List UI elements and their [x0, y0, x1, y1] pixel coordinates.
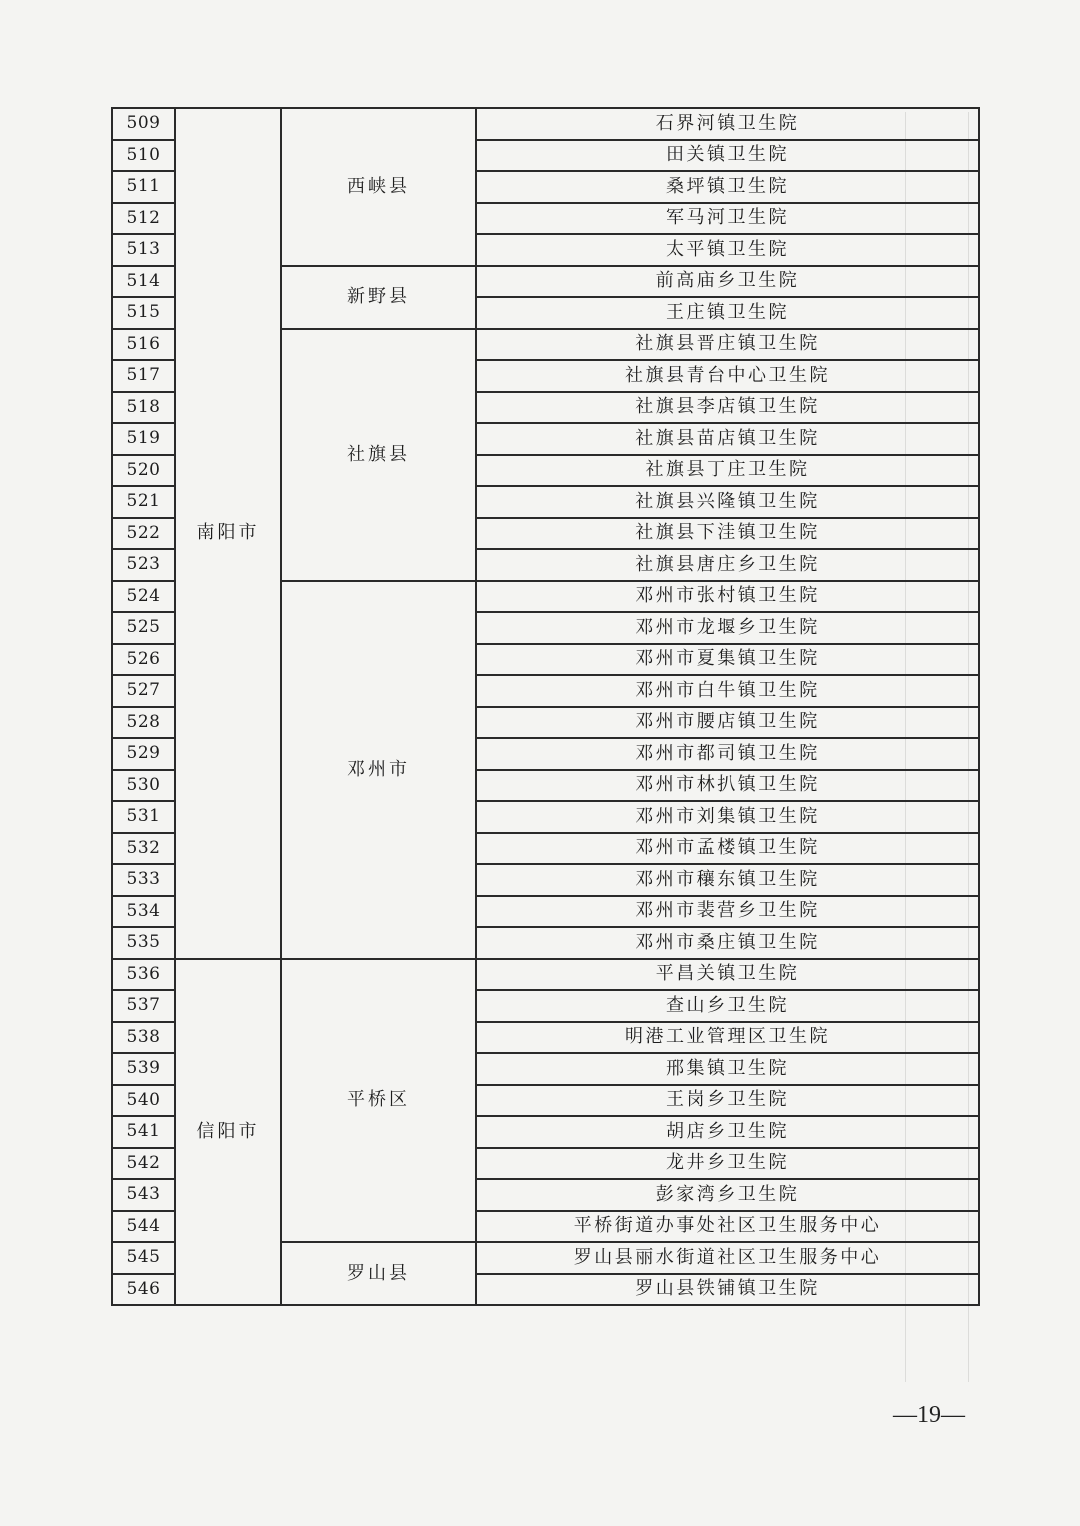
- row-number: 520: [112, 455, 175, 487]
- institution-table-body: [112, 108, 979, 1305]
- row-number: 536: [112, 959, 175, 991]
- institution-name: 社旗县青台中心卫生院: [476, 360, 979, 392]
- row-number: 524: [112, 581, 175, 613]
- row-number: 517: [112, 360, 175, 392]
- row-number: 530: [112, 770, 175, 802]
- institution-name: 胡店乡卫生院: [476, 1116, 979, 1148]
- institution-name: 桑坪镇卫生院: [476, 171, 979, 203]
- institution-table: [111, 107, 980, 1306]
- row-number: 543: [112, 1179, 175, 1211]
- institution-name: 王岗乡卫生院: [476, 1085, 979, 1117]
- county-cell: 西峡县: [281, 108, 476, 266]
- row-number: 529: [112, 738, 175, 770]
- institution-name: 石界河镇卫生院: [476, 108, 979, 140]
- row-number: 527: [112, 675, 175, 707]
- row-number: 521: [112, 486, 175, 518]
- row-number: 523: [112, 549, 175, 581]
- county-cell: 平桥区: [281, 959, 476, 1243]
- row-number: 516: [112, 329, 175, 361]
- city-cell: 南阳市: [175, 108, 281, 959]
- row-number: 540: [112, 1085, 175, 1117]
- row-number: 526: [112, 644, 175, 676]
- institution-name: 邓州市都司镇卫生院: [476, 738, 979, 770]
- table-row: [112, 108, 979, 140]
- page-number: —19—: [893, 1402, 965, 1428]
- row-number: 512: [112, 203, 175, 235]
- institution-name: 社旗县李店镇卫生院: [476, 392, 979, 424]
- institution-name: 邓州市白牛镇卫生院: [476, 675, 979, 707]
- institution-name: 社旗县丁庄卫生院: [476, 455, 979, 487]
- row-number: 514: [112, 266, 175, 298]
- row-number: 539: [112, 1053, 175, 1085]
- row-number: 511: [112, 171, 175, 203]
- institution-name: 太平镇卫生院: [476, 234, 979, 266]
- row-number: 528: [112, 707, 175, 739]
- institution-name: 邢集镇卫生院: [476, 1053, 979, 1085]
- institution-name: 平昌关镇卫生院: [476, 959, 979, 991]
- row-number: 518: [112, 392, 175, 424]
- institution-name: 邓州市刘集镇卫生院: [476, 801, 979, 833]
- institution-name: 罗山县丽水街道社区卫生服务中心: [476, 1242, 979, 1274]
- county-cell: 新野县: [281, 266, 476, 329]
- institution-name: 邓州市桑庄镇卫生院: [476, 927, 979, 959]
- county-cell: 罗山县: [281, 1242, 476, 1305]
- institution-name: 邓州市龙堰乡卫生院: [476, 612, 979, 644]
- institution-name: 邓州市孟楼镇卫生院: [476, 833, 979, 865]
- institution-name: 前高庙乡卫生院: [476, 266, 979, 298]
- row-number: 513: [112, 234, 175, 266]
- county-cell: 社旗县: [281, 329, 476, 581]
- row-number: 533: [112, 864, 175, 896]
- institution-name: 社旗县晋庄镇卫生院: [476, 329, 979, 361]
- row-number: 525: [112, 612, 175, 644]
- institution-name: 彭家湾乡卫生院: [476, 1179, 979, 1211]
- institution-name: 邓州市裴营乡卫生院: [476, 896, 979, 928]
- institution-name: 军马河卫生院: [476, 203, 979, 235]
- institution-name: 王庄镇卫生院: [476, 297, 979, 329]
- row-number: 531: [112, 801, 175, 833]
- row-number: 519: [112, 423, 175, 455]
- row-number: 545: [112, 1242, 175, 1274]
- table-row: [112, 959, 979, 991]
- institution-name: 平桥街道办事处社区卫生服务中心: [476, 1211, 979, 1243]
- row-number: 541: [112, 1116, 175, 1148]
- institution-name: 邓州市腰店镇卫生院: [476, 707, 979, 739]
- row-number: 534: [112, 896, 175, 928]
- row-number: 510: [112, 140, 175, 172]
- institution-name: 邓州市林扒镇卫生院: [476, 770, 979, 802]
- institution-name: 田关镇卫生院: [476, 140, 979, 172]
- row-number: 515: [112, 297, 175, 329]
- institution-name: 社旗县苗店镇卫生院: [476, 423, 979, 455]
- row-number: 537: [112, 990, 175, 1022]
- institution-name: 邓州市夏集镇卫生院: [476, 644, 979, 676]
- institution-name: 罗山县铁铺镇卫生院: [476, 1274, 979, 1306]
- institution-name: 邓州市穰东镇卫生院: [476, 864, 979, 896]
- institution-name: 查山乡卫生院: [476, 990, 979, 1022]
- institution-name: 邓州市张村镇卫生院: [476, 581, 979, 613]
- institution-name: 社旗县唐庄乡卫生院: [476, 549, 979, 581]
- county-cell: 邓州市: [281, 581, 476, 959]
- row-number: 509: [112, 108, 175, 140]
- row-number: 532: [112, 833, 175, 865]
- row-number: 535: [112, 927, 175, 959]
- institution-name: 社旗县下洼镇卫生院: [476, 518, 979, 550]
- row-number: 522: [112, 518, 175, 550]
- row-number: 542: [112, 1148, 175, 1180]
- row-number: 544: [112, 1211, 175, 1243]
- row-number: 538: [112, 1022, 175, 1054]
- row-number: 546: [112, 1274, 175, 1306]
- city-cell: 信阳市: [175, 959, 281, 1306]
- institution-name: 明港工业管理区卫生院: [476, 1022, 979, 1054]
- institution-name: 社旗县兴隆镇卫生院: [476, 486, 979, 518]
- institution-name: 龙井乡卫生院: [476, 1148, 979, 1180]
